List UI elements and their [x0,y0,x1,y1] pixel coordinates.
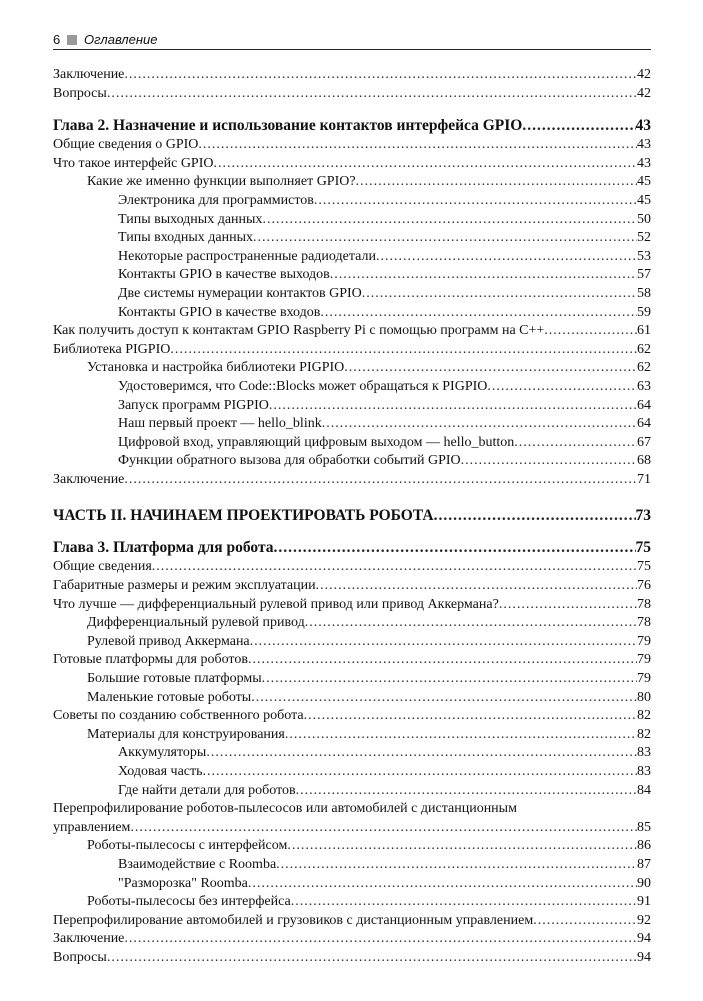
toc-entry-title: Библиотека PIGPIO [53,341,170,360]
toc-entry-title: Аккумуляторы [118,744,206,763]
dot-leader [314,192,637,211]
toc-entry[interactable] [53,558,651,577]
dot-leader [214,155,638,174]
toc-entry-title: Установка и настройка библиотеки PIGPIO [87,359,344,378]
toc-entry-title: Наш первый проект — hello_blink [118,415,322,434]
toc-entry-title: ЧАСТЬ II. НАЧИНАЕМ ПРОЕКТИРОВАТЬ РОБОТА [53,507,434,525]
toc-page-number: 87 [637,856,651,872]
toc-entry[interactable] [53,726,651,745]
toc-entry[interactable] [53,359,651,378]
dot-leader [461,452,637,471]
toc-entry-title: Дифференциальный рулевой привод [87,614,305,633]
toc-page-number: 50 [637,211,651,227]
toc-entry-title: Материалы для конструирования [87,726,285,745]
toc-entry[interactable] [53,633,651,652]
toc-entry[interactable] [53,85,651,104]
dot-leader [330,266,637,285]
dot-leader [130,819,637,838]
toc-page-number: 57 [637,267,651,283]
toc-entry-title: Глава 2. Назначение и использование контактов интерфейса GPIO [53,117,523,135]
toc-entry-title: Запуск программ PIGPIO [118,397,269,416]
dot-leader [269,397,637,416]
toc-entry[interactable] [53,893,651,912]
dot-leader [287,837,637,856]
toc-page-number: 59 [637,304,651,320]
toc-entry-title: Как получить доступ к контактам GPIO Raspberry Pi с помощью программ на C++ [53,322,544,341]
toc-entry[interactable] [53,341,651,360]
toc-entry[interactable] [53,192,651,211]
toc-entry-line [53,800,651,819]
dot-leader [198,136,637,155]
header-square-marker [67,35,77,45]
toc-entry[interactable] [53,912,651,931]
dot-leader [276,856,637,875]
dot-leader [434,506,636,526]
dot-leader [285,726,637,745]
toc-entry-title: Вопросы [53,949,107,968]
toc-entry-title: Заключение [53,930,124,949]
toc-entry-title: Вопросы [53,85,107,104]
dot-leader [514,434,637,453]
toc-page-number: 86 [637,838,651,854]
toc-entry[interactable] [53,577,651,596]
toc-entry[interactable] [53,248,651,267]
toc-part[interactable] [53,506,651,526]
toc-entry-title: Большие готовые платформы [87,670,262,689]
toc-page-number: 52 [637,230,651,246]
toc-page-number: 43 [635,117,651,135]
toc-entry-title: Что такое интерфейс GPIO [53,155,214,174]
dot-leader [376,248,637,267]
dot-leader [322,415,637,434]
dot-leader [170,341,637,360]
toc-entry-title: Заключение [53,66,124,85]
dot-leader [124,471,637,490]
toc-entry[interactable] [53,434,651,453]
dot-leader [533,912,637,931]
toc-entry[interactable] [53,763,651,782]
toc-entry[interactable] [53,304,651,323]
toc-entry-title: Ходовая часть [118,763,203,782]
toc-entry[interactable] [53,173,651,192]
toc-entry-title: Советы по созданию собственного робота [53,707,304,726]
dot-leader [291,893,637,912]
dot-leader [356,173,637,192]
toc-entry[interactable] [53,285,651,304]
toc-page-number: 67 [637,434,651,450]
toc-entry[interactable] [53,471,651,490]
toc-entry[interactable] [53,875,651,894]
toc-entry-title: Перепрофилирование автомобилей и грузовиков с дистанционным управлением [53,912,533,931]
toc-page-number: 79 [637,671,651,687]
toc-entry[interactable] [53,66,651,85]
toc-entry-title[interactable]: Перепрофилирование роботов-пылесосов или автомобилей с дистанционным [53,800,517,819]
toc-page-number: 83 [637,764,651,779]
toc-page-number: 80 [637,689,651,705]
toc-page-number: 53 [637,248,651,264]
toc-page-number: 63 [637,378,651,394]
toc-page-number: 90 [637,875,651,891]
dot-leader [107,949,637,968]
running-header-title: Оглавление [84,32,158,47]
dot-leader [296,782,637,801]
toc-entry-title: Роботы-пылесосы с интерфейсом [87,837,287,856]
toc-entry-title: Электроника для программистов [118,192,314,211]
toc-entry[interactable] [53,397,651,416]
toc-entry-title: Некоторые распространенные радиодетали [118,248,376,267]
toc-page-number: 58 [637,285,651,301]
toc-entry[interactable] [53,322,651,341]
toc-entry[interactable] [53,266,651,285]
toc-entry-title: Глава 3. Платформа для робота [53,539,274,557]
toc-page-number: 76 [637,578,651,594]
dot-leader [522,116,635,136]
toc-page-number: 83 [637,745,651,761]
toc-page-number: 92 [637,912,651,928]
page-number: 6 [53,32,61,47]
running-header [53,31,651,50]
toc-entry-title: Функции обратного вызова для обработки событий GPIO [118,452,461,471]
dot-leader [487,378,637,397]
toc-page-number: 64 [637,416,651,432]
dot-leader [206,744,637,763]
toc-entry[interactable] [53,949,651,968]
toc-page-number: 62 [637,360,651,376]
dot-leader [124,930,637,949]
dot-leader [248,651,637,670]
dot-leader [320,304,637,323]
toc-entry-title: Готовые платформы для роботов [53,651,248,670]
toc-page-number: 64 [637,397,651,413]
toc-entry[interactable] [53,856,651,875]
toc-page-number: 75 [637,559,651,575]
toc-page-number: 85 [637,819,651,835]
toc-entry-title: Типы входных данных [118,229,253,248]
toc-entry[interactable] [53,211,651,230]
toc-page-number: 45 [637,192,651,208]
toc-entry-title: Габаритные размеры и режим эксплуатации [53,577,316,596]
toc-entry[interactable] [53,930,651,949]
dot-leader [274,538,636,558]
toc-entry-title: Заключение [53,471,124,490]
toc-entry-title: Удостоверимся, что Code::Blocks может обращаться к PIGPIO [118,378,487,397]
toc-entry[interactable] [53,707,651,726]
toc-entry-title: "Разморозка" Roomba [118,875,248,894]
dot-leader [152,558,637,577]
table-of-contents [53,66,651,968]
dot-leader [250,633,637,652]
toc-page-number: 43 [637,137,651,153]
dot-leader [544,322,637,341]
dot-leader [107,85,637,104]
toc-page-number: 71 [637,471,651,487]
toc-page-number: 42 [637,67,651,82]
toc-entry[interactable] [53,229,651,248]
toc-entry[interactable] [53,782,651,801]
toc-chapter[interactable] [53,538,651,558]
toc-page-number: 79 [637,652,651,668]
toc-entry[interactable] [53,670,651,689]
toc-entry[interactable] [53,452,651,471]
dot-leader [262,211,637,230]
toc-entry-title: Где найти детали для роботов [118,782,296,801]
dot-leader [253,229,637,248]
toc-page-number: 94 [637,949,651,965]
toc-entry[interactable] [53,596,651,615]
toc-entry-title: Две системы нумерации контактов GPIO [118,285,362,304]
toc-entry-title: Контакты GPIO в качестве выходов [118,266,330,285]
toc-entry[interactable] [53,415,651,434]
toc-entry-title: Взаимодействие с Roomba [118,856,276,875]
toc-entry-title: Какие же именно функции выполняет GPIO? [87,173,356,192]
toc-entry-title: Типы выходных данных [118,211,262,230]
toc-page-number: 91 [637,894,651,910]
dot-leader [262,670,637,689]
toc-entry[interactable] [53,651,651,670]
toc-entry-title: Общие сведения о GPIO [53,136,198,155]
toc-page-number: 79 [637,633,651,649]
toc-page-number: 82 [637,708,651,724]
toc-entry[interactable] [53,136,651,155]
dot-leader [248,875,637,894]
toc-page-number: 82 [637,726,651,742]
toc-entry-title: Контакты GPIO в качестве входов [118,304,320,323]
toc-entry[interactable] [53,378,651,397]
toc-entry-title: Роботы-пылесосы без интерфейса [87,893,291,912]
toc-heading[interactable] [53,116,651,136]
toc-page-number: 43 [637,155,651,171]
toc-page-number: 75 [635,539,651,557]
dot-leader [344,359,637,378]
dot-leader [362,285,637,304]
dot-leader [304,707,637,726]
toc-entry[interactable] [53,744,651,763]
toc-page-number: 68 [637,453,651,469]
toc-entry-title: управлением [53,819,130,838]
dot-leader [251,689,637,708]
toc-page-number: 42 [637,85,651,101]
dot-leader [305,614,637,633]
dot-leader [316,577,637,596]
dot-leader [499,596,637,615]
toc-page-number: 73 [635,507,651,525]
toc-page-number: 84 [637,782,651,798]
toc-entry-title: Что лучше — дифференциальный рулевой привод или привод Аккермана? [53,596,499,615]
toc-entry[interactable] [53,819,651,838]
toc-entry-title: Общие сведения [53,558,152,577]
toc-page-number: 45 [637,174,651,190]
toc-page-number: 78 [637,615,651,631]
toc-entry[interactable] [53,155,651,174]
toc-page-number: 62 [637,341,651,357]
toc-entry-title: Маленькие готовые роботы [87,689,251,708]
toc-entry[interactable] [53,614,651,633]
dot-leader [124,66,637,85]
toc-entry-title: Цифровой вход, управляющий цифровым выходом — hello_button [118,434,514,453]
toc-page-number: 78 [637,596,651,612]
dot-leader [203,763,638,782]
toc-page-number: 94 [637,931,651,947]
toc-entry[interactable] [53,689,651,708]
toc-page-number: 61 [637,323,651,339]
toc-entry[interactable] [53,837,651,856]
toc-entry-title: Рулевой привод Аккермана [87,633,250,652]
